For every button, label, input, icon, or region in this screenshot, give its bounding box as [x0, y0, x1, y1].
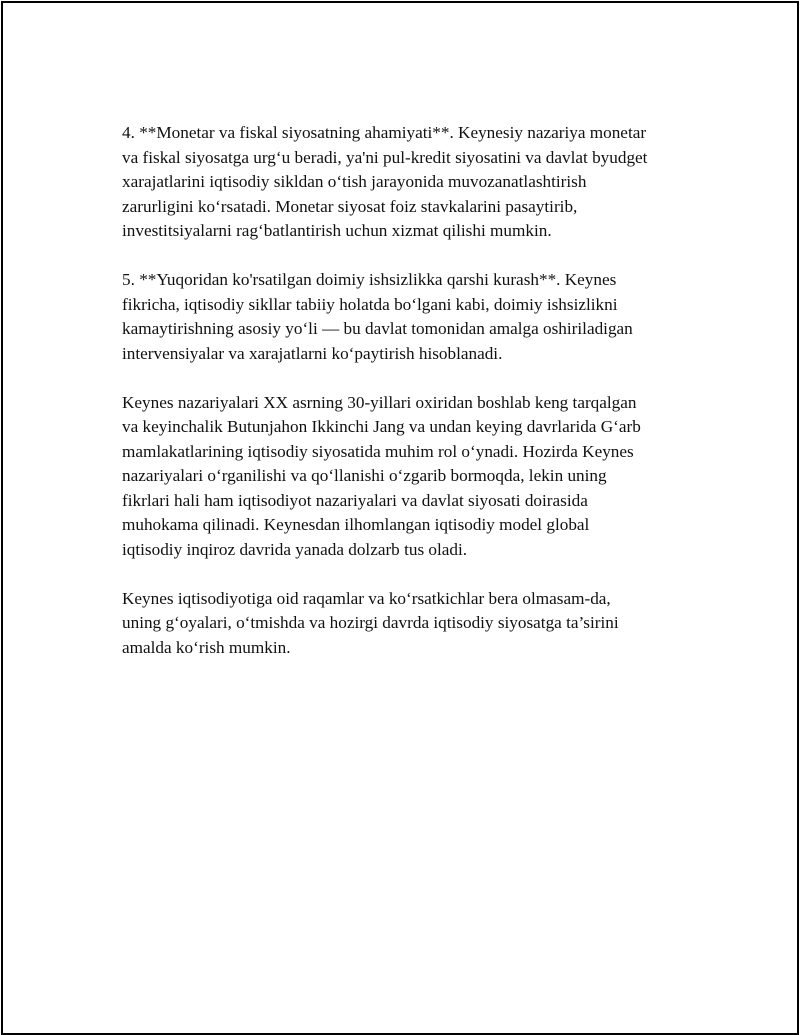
- paragraph-monetary-fiscal-policy: 4. **Monetar va fiskal siyosatning ahamiyati**. Keynesiy nazariya monetar va fiskal siyosatga urg‘u beradi, ya'ni pul-kredit siyosatini va davlat byudget xarajatlarini iqtisodiy sikldan o‘tish jarayonida muvozanatlashtirish zarurligini ko‘rsatadi. Monetar siyosat foiz stavkalarini pasaytirib, investitsiyalarni rag‘batlantirish uchun xizmat qilishi mumkin.: [122, 123, 648, 240]
- paragraph-keynes-theories-history: Keynes nazariyalari XX asrning 30-yillari oxiridan boshlab keng tarqalgan va keyinchalik Butunjahon Ikkinchi Jang va undan keying davrlarida G‘arb mamlakatlarining iqtisodiy siyosatida muhim rol o‘ynadi. Hozirda Keynes nazariyalari o‘rganilishi va qo‘llanishi o‘zgarib bormoqda, lekin uning fikrlari hali ham iqtisodiyot nazariyalari va davlat siyosati doirasida muhokama qilinadi. Keynesdan ilhomlangan iqtisodiy model global iqtisodiy inqiroz davrida yanada dolzarb tus oladi.: [122, 392, 641, 559]
- document-body: [122, 121, 702, 685]
- paragraph-unemployment: 5. **Yuqoridan ko'rsatilgan doimiy ishsizlikka qarshi kurash**. Keynes fikricha, iqtisodiy sikllar tabiiy holatda bo‘lgani kabi, doimiy ishsizlikni kamaytirishning asosiy yo‘li — bu davlat tomonidan amalga oshiriladigan intervensiyalar va xarajatlarni ko‘paytirish hisoblanadi.: [122, 270, 633, 363]
- page-frame: [1, 1, 799, 1035]
- paragraph-conclusion: Keynes iqtisodiyotiga oid raqamlar va ko‘rsatkichlar bera olmasam-da, uning g‘oyalari, o‘tmishda va hozirgi davrda iqtisodiy siyosatga ta’sirini amalda ko‘rish mumkin.: [122, 588, 619, 657]
